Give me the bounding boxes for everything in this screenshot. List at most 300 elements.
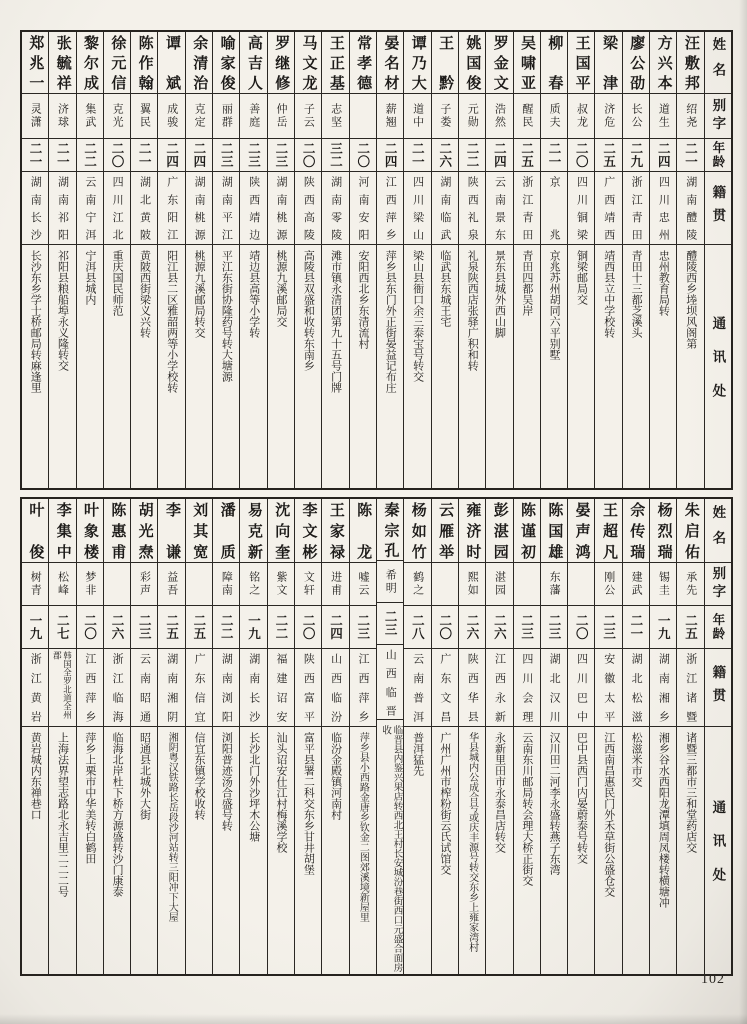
person-courtesy-cell — [650, 563, 676, 606]
person-name-cell — [650, 499, 676, 563]
person-address-cell — [432, 727, 458, 974]
person-courtesy-cell — [432, 563, 458, 606]
person-age-text: 二〇 — [301, 141, 316, 169]
person-column — [458, 32, 485, 488]
person-native-text: 云南景东 — [493, 176, 506, 240]
header-courtesy-text: 别字 — [710, 97, 726, 135]
person-address-cell — [49, 727, 75, 974]
person-address-text: 阳江县二区雅韶两等小学校转 — [165, 250, 178, 393]
person-address-text: 平江东街协隆药号转大塘源 — [220, 250, 233, 382]
person-name-cell — [650, 32, 676, 94]
person-courtesy-text: 铭之 — [247, 571, 260, 597]
person-age-cell — [322, 606, 348, 649]
person-courtesy-text: 薪翘 — [384, 103, 397, 129]
person-column — [185, 32, 212, 488]
person-address-text: 萍乡上栗市中华美转白鹤田 — [83, 732, 96, 864]
person-native-cell — [104, 649, 130, 727]
person-courtesy-cell — [677, 94, 703, 139]
person-column — [349, 499, 376, 974]
person-address-text: 萍乡县小西路金唐乡钦金二图郊溪境新屋里 — [357, 732, 369, 922]
person-column — [567, 499, 594, 974]
person-native-text: 湖南祁阳 — [56, 176, 69, 240]
person-address-text: 松滋米市交 — [630, 732, 643, 787]
person-native-cell — [158, 172, 184, 245]
person-age-text: 二六 — [492, 613, 507, 641]
person-courtesy-cell — [158, 94, 184, 139]
person-native-text: 韩国全罗北道全州郡 — [52, 651, 73, 719]
person-age-cell — [568, 606, 594, 649]
person-courtesy-cell — [49, 94, 75, 139]
person-name-cell — [213, 499, 239, 563]
person-courtesy-cell — [77, 563, 103, 606]
person-courtesy-cell — [541, 563, 567, 606]
person-native-cell — [295, 172, 321, 245]
person-age-text: 二二 — [82, 141, 97, 169]
person-native-text: 云南普洱 — [411, 653, 424, 722]
person-age-text: 二三 — [601, 613, 616, 641]
person-name-cell — [514, 499, 540, 563]
person-courtesy-text: 济球 — [56, 103, 69, 129]
person-address-text: 浏阳普迹汤合盛号转 — [220, 732, 233, 831]
person-column — [649, 32, 676, 488]
person-address-text: 巴中县西门内晏蔚泰号转交 — [575, 732, 588, 864]
person-name-text: 叶象楼 — [82, 502, 99, 559]
person-name-text: 朱启佑 — [682, 502, 699, 559]
person-name-text: 汪敷邦 — [682, 35, 699, 90]
person-courtesy-cell — [213, 94, 239, 139]
person-name-cell — [486, 32, 512, 94]
person-address-text: 云南东川邮局转会理大桥正街交 — [520, 732, 533, 886]
person-address-cell — [595, 727, 621, 974]
directory-table-top — [20, 30, 733, 490]
person-native-cell — [49, 172, 75, 245]
person-name-text: 高吉人 — [245, 35, 262, 90]
person-column — [22, 32, 48, 488]
person-native-text: 陕西华县 — [466, 653, 479, 722]
person-name-cell — [677, 499, 703, 563]
person-courtesy-text: 湛园 — [493, 571, 506, 597]
person-name-cell — [240, 499, 266, 563]
person-name-text: 潘质 — [218, 502, 235, 559]
person-courtesy-cell — [186, 563, 212, 606]
person-native-cell — [104, 172, 130, 245]
person-name-text: 王黔 — [437, 35, 454, 90]
person-name-cell — [432, 499, 458, 563]
person-courtesy-text: 熙如 — [466, 571, 479, 597]
person-age-text: 二八 — [410, 613, 425, 641]
person-address-text: 信宜东镇学校收转 — [193, 732, 206, 820]
person-age-cell — [486, 606, 512, 649]
person-courtesy-cell — [377, 561, 403, 603]
person-age-text: 二五 — [191, 613, 206, 641]
person-address-cell — [623, 727, 649, 974]
person-address-cell — [158, 727, 184, 974]
person-courtesy-cell — [432, 94, 458, 139]
person-courtesy-cell — [623, 563, 649, 606]
header-address-cell — [705, 245, 731, 488]
person-native-cell — [623, 172, 649, 245]
person-address-text: 长沙东乡学士桥邮局转麻逢里 — [29, 250, 42, 393]
person-native-cell — [22, 172, 48, 245]
person-courtesy-cell — [104, 94, 130, 139]
person-native-cell — [377, 645, 403, 721]
person-name-cell — [77, 32, 103, 94]
person-courtesy-cell — [104, 563, 130, 606]
person-column — [212, 499, 239, 974]
person-name-cell — [677, 32, 703, 94]
person-name-cell — [514, 32, 540, 94]
person-age-cell — [623, 139, 649, 172]
person-native-cell — [186, 649, 212, 727]
person-age-cell — [240, 606, 266, 649]
person-address-cell — [295, 727, 321, 974]
person-address-text: 安阳西北乡东清流村 — [356, 250, 369, 349]
person-age-cell — [404, 139, 430, 172]
header-age-cell — [705, 606, 731, 649]
person-name-cell — [404, 32, 430, 94]
person-address-text: 广州广州市榨粉街云氏试馆交 — [438, 732, 451, 875]
person-name-text: 晏声鸿 — [573, 502, 590, 559]
person-courtesy-cell — [486, 94, 512, 139]
person-name-text: 陈国雄 — [546, 502, 563, 559]
person-courtesy-text: 刚公 — [602, 571, 615, 597]
person-name-text: 王国平 — [573, 35, 590, 90]
person-address-text: 上海法界望志路北永吉里二二二号 — [56, 732, 69, 897]
person-native-text: 江西萍乡 — [384, 176, 397, 240]
person-column — [48, 32, 75, 488]
person-age-text: 三二 — [328, 141, 343, 169]
person-name-text: 杨烈瑞 — [655, 502, 672, 559]
person-native-text: 湖北汉川 — [548, 653, 561, 722]
person-name-cell — [77, 499, 103, 563]
person-native-cell — [240, 172, 266, 245]
person-age-text: 二〇 — [301, 613, 316, 641]
person-age-cell — [240, 139, 266, 172]
person-address-cell — [268, 727, 294, 974]
person-address-text: 青田十三都芝溪头 — [630, 250, 643, 338]
person-native-cell — [541, 172, 567, 245]
person-name-text: 廖公劭 — [628, 35, 645, 90]
person-name-cell — [595, 32, 621, 94]
person-courtesy-cell — [22, 94, 48, 139]
person-name-cell — [404, 499, 430, 563]
person-address-cell — [350, 245, 376, 488]
person-courtesy-text: 紫文 — [275, 571, 287, 597]
person-address-text: 永新里田市永泰昌店转交 — [493, 732, 506, 853]
person-address-cell — [677, 727, 703, 974]
person-name-cell — [131, 32, 157, 94]
person-age-cell — [213, 139, 239, 172]
person-address-cell — [514, 727, 540, 974]
header-age-text: 年龄 — [710, 141, 725, 169]
person-name-cell — [158, 32, 184, 94]
person-native-text: 广西靖西 — [602, 176, 615, 240]
person-address-text: 华县城内公成合号或庆丰源号转交东乡上雍家湾村 — [466, 732, 478, 952]
person-courtesy-text: 浩然 — [493, 103, 506, 129]
person-column — [103, 32, 130, 488]
person-name-text: 沈向奎 — [273, 502, 290, 559]
person-courtesy-text: 醒民 — [520, 103, 533, 129]
person-address-cell — [650, 727, 676, 974]
person-address-cell — [404, 727, 430, 974]
person-address-cell — [377, 245, 403, 488]
person-name-text: 郑兆一 — [27, 35, 44, 90]
person-native-cell — [350, 172, 376, 245]
header-courtesy-cell — [705, 563, 731, 606]
person-name-text: 马文龙 — [300, 35, 317, 90]
person-courtesy-cell — [186, 94, 212, 139]
person-native-text: 湖南醴陵 — [684, 176, 697, 240]
person-courtesy-text: 文轩 — [302, 571, 315, 597]
person-address-text: 临武县东城王宅 — [438, 250, 451, 327]
person-courtesy-text: 济危 — [602, 103, 615, 129]
header-address-cell — [705, 727, 731, 974]
person-age-cell — [650, 606, 676, 649]
person-name-text: 王家禄 — [327, 502, 344, 559]
person-column — [622, 499, 649, 974]
person-courtesy-cell — [650, 94, 676, 139]
person-age-cell — [595, 139, 621, 172]
person-column — [185, 499, 212, 974]
header-age-cell — [705, 139, 731, 172]
person-age-cell — [104, 139, 130, 172]
person-name-text: 陈惠甫 — [109, 502, 126, 559]
person-column — [485, 499, 512, 974]
person-native-text: 陕西礼泉 — [466, 176, 479, 240]
person-column — [431, 499, 458, 974]
person-age-cell — [104, 606, 130, 649]
person-name-text: 陈谨初 — [519, 502, 536, 559]
person-name-text: 易克新 — [245, 502, 262, 559]
person-age-text: 二五 — [164, 613, 179, 641]
person-native-cell — [432, 649, 458, 727]
person-courtesy-cell — [514, 563, 540, 606]
person-name-text: 云雁举 — [437, 502, 454, 559]
person-name-cell — [350, 499, 376, 563]
person-name-cell — [295, 32, 321, 94]
person-address-cell — [104, 245, 130, 488]
person-address-cell — [268, 245, 294, 488]
person-native-text: 湖南平江 — [220, 176, 233, 240]
person-courtesy-text: 子云 — [302, 103, 315, 129]
person-name-text: 常孝德 — [355, 35, 372, 90]
person-native-text: 四川铜梁 — [575, 176, 588, 240]
person-native-text: 京兆 — [548, 176, 561, 240]
person-courtesy-text: 翼民 — [138, 103, 151, 129]
person-address-cell — [404, 245, 430, 488]
person-name-cell — [459, 32, 485, 94]
person-courtesy-cell — [268, 94, 294, 139]
person-native-cell — [295, 649, 321, 727]
person-age-cell — [677, 606, 703, 649]
person-native-text: 湖南长沙 — [29, 176, 42, 240]
person-courtesy-text: 丽群 — [220, 103, 233, 129]
person-address-cell — [486, 245, 512, 488]
person-name-text: 秦宗孔 — [382, 502, 399, 558]
person-native-cell — [677, 649, 703, 727]
person-name-cell — [104, 32, 130, 94]
person-native-text: 江西萍乡 — [356, 653, 369, 722]
person-name-cell — [104, 499, 130, 563]
person-age-cell — [350, 139, 376, 172]
person-age-cell — [22, 606, 48, 649]
person-age-text: 二九 — [628, 141, 643, 169]
person-name-cell — [131, 499, 157, 563]
person-column — [239, 32, 266, 488]
person-age-cell — [459, 606, 485, 649]
person-name-cell — [350, 32, 376, 94]
person-courtesy-text: 善庭 — [247, 103, 260, 129]
person-name-text: 余清治 — [191, 35, 208, 90]
person-column — [513, 32, 540, 488]
person-address-text: 高陵县双盛和收转东南乡 — [302, 250, 315, 371]
person-courtesy-text: 集武 — [83, 103, 96, 129]
person-name-text: 谭乃大 — [409, 35, 426, 90]
person-address-cell — [22, 727, 48, 974]
person-native-text: 湖南零陵 — [329, 176, 342, 240]
person-name-cell — [213, 32, 239, 94]
person-native-cell — [568, 649, 594, 727]
person-address-cell — [541, 245, 567, 488]
person-column — [130, 32, 157, 488]
header-column — [704, 499, 731, 974]
person-courtesy-cell — [568, 94, 594, 139]
person-age-cell — [158, 139, 184, 172]
person-address-text: 礼泉陕西店张驿广积和转 — [466, 250, 479, 371]
person-name-text: 谭斌 — [163, 35, 180, 90]
person-name-text: 喻家俊 — [218, 35, 235, 90]
person-courtesy-text: 障南 — [220, 571, 233, 597]
person-address-cell — [131, 727, 157, 974]
person-courtesy-text: 子娄 — [438, 103, 451, 129]
person-column — [239, 499, 266, 974]
header-name-cell — [705, 499, 731, 563]
person-address-text: 临汾金殿镇河南村 — [329, 732, 342, 820]
person-name-cell — [186, 499, 212, 563]
person-courtesy-cell — [295, 94, 321, 139]
person-name-cell — [322, 499, 348, 563]
person-courtesy-cell — [595, 563, 621, 606]
person-native-text: 江西永新 — [493, 653, 506, 722]
person-age-text: 二四 — [492, 141, 507, 169]
person-courtesy-cell — [486, 563, 512, 606]
person-column — [567, 32, 594, 488]
person-name-cell — [268, 499, 294, 563]
person-native-cell — [623, 649, 649, 727]
person-courtesy-cell — [677, 563, 703, 606]
person-native-text: 陕西靖边 — [247, 176, 260, 240]
person-age-cell — [459, 139, 485, 172]
person-age-cell — [486, 139, 512, 172]
person-native-cell — [595, 649, 621, 727]
person-native-text: 福建诏安 — [275, 653, 287, 722]
person-age-cell — [404, 606, 430, 649]
person-age-cell — [322, 139, 348, 172]
person-courtesy-text: 绍尧 — [684, 103, 697, 129]
person-address-cell — [377, 720, 403, 974]
person-native-text: 广东文昌 — [438, 653, 451, 722]
person-native-text: 河南安阳 — [356, 176, 369, 240]
person-address-text: 富平县署二科交东乡甘井胡堡 — [302, 732, 315, 875]
person-age-text: 一九 — [28, 613, 43, 641]
person-address-cell — [459, 245, 485, 488]
person-age-text: 二〇 — [355, 141, 370, 169]
person-age-cell — [377, 139, 403, 172]
person-native-cell — [322, 172, 348, 245]
person-age-cell — [186, 606, 212, 649]
person-address-text: 临晋县内鉴兴果店转西北王村长安城汾巷街西口元盛合面房收 — [380, 725, 402, 973]
person-column — [103, 499, 130, 974]
person-name-cell — [377, 499, 403, 561]
person-name-text: 罗继修 — [273, 35, 290, 90]
person-column — [294, 499, 321, 974]
person-courtesy-cell — [268, 563, 294, 606]
person-courtesy-cell — [131, 563, 157, 606]
person-address-text: 靖西县立中学校转 — [602, 250, 615, 338]
person-native-text: 湖南桃源 — [275, 176, 287, 240]
person-age-text: 二四 — [656, 141, 671, 169]
header-native-text: 籍贯 — [710, 185, 726, 231]
person-address-cell — [514, 245, 540, 488]
person-native-text: 浙江临海 — [111, 653, 124, 722]
person-name-text: 晏名材 — [382, 35, 399, 90]
person-address-text: 滩市镇永清团第九十五号门牌 — [329, 250, 342, 393]
person-courtesy-text: 志坚 — [329, 103, 342, 129]
person-native-text: 江西萍乡 — [83, 653, 96, 722]
person-column — [76, 32, 103, 488]
person-age-text: 二一 — [55, 141, 70, 169]
person-native-text: 湖南长沙 — [247, 653, 260, 722]
person-name-text: 方兴本 — [655, 35, 672, 90]
person-native-text: 浙江黄岩 — [29, 653, 42, 722]
person-native-text: 浙江青田 — [520, 176, 533, 240]
person-age-text: 一九 — [246, 613, 261, 641]
header-name-text: 姓名 — [710, 504, 726, 557]
person-column — [267, 32, 294, 488]
person-name-text: 陈龙 — [355, 502, 372, 559]
person-native-cell — [459, 649, 485, 727]
person-address-cell — [22, 245, 48, 488]
person-address-text: 宁洱县城内 — [83, 250, 96, 305]
person-native-cell — [595, 172, 621, 245]
person-native-cell — [541, 649, 567, 727]
person-courtesy-text: 希明 — [384, 568, 397, 595]
person-age-text: 二六 — [109, 613, 124, 641]
person-column — [431, 32, 458, 488]
person-native-cell — [650, 172, 676, 245]
person-address-text: 重庆国民师范 — [111, 250, 124, 316]
person-age-cell — [131, 606, 157, 649]
person-courtesy-cell — [322, 563, 348, 606]
person-address-cell — [322, 245, 348, 488]
person-column — [622, 32, 649, 488]
person-native-cell — [213, 172, 239, 245]
directory-table-bottom — [20, 497, 733, 976]
person-address-text: 铜梁邮局交 — [575, 250, 588, 305]
person-address-cell — [77, 727, 103, 974]
person-address-text: 黄陂西街梁义兴转 — [138, 250, 151, 338]
person-native-cell — [158, 649, 184, 727]
person-age-text: 二三 — [246, 141, 261, 169]
person-courtesy-text: 进甫 — [329, 571, 342, 597]
person-age-text: 二三 — [273, 141, 288, 169]
person-address-cell — [240, 245, 266, 488]
header-name-cell — [705, 32, 731, 94]
person-native-text: 山西临晋 — [384, 648, 397, 716]
person-column — [76, 499, 103, 974]
person-age-text: 二一 — [137, 141, 152, 169]
person-name-text: 张毓祥 — [54, 35, 71, 90]
